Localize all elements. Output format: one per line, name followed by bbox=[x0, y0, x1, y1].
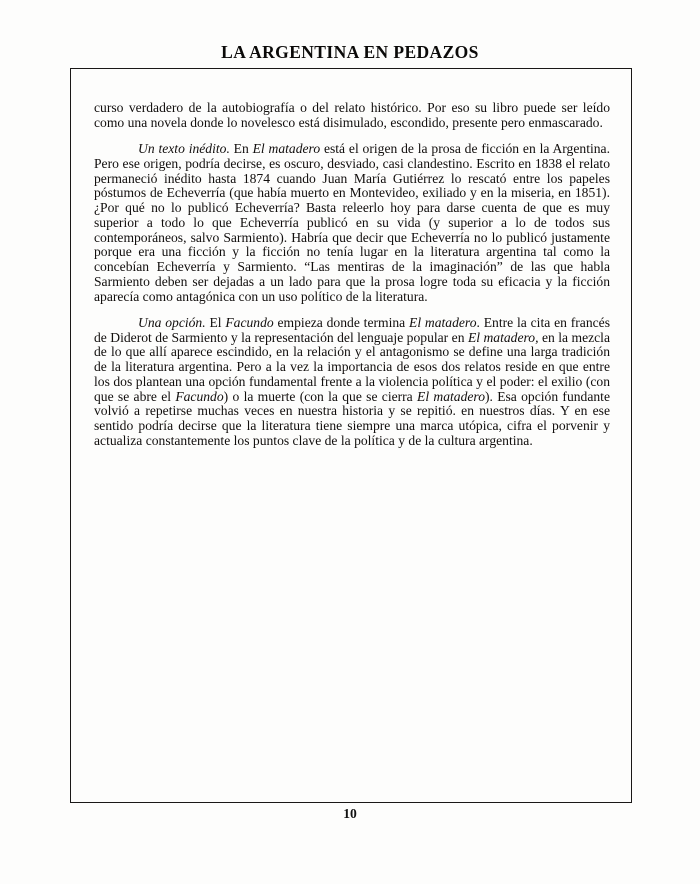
italic-title-run: El matadero bbox=[252, 141, 321, 156]
text-run: curso verdadero de la autobiografía o del relato histórico. Por eso su libro puede ser leído como una novela donde lo novelesco está disimulado, escondido, presente pero enmascarado. bbox=[94, 100, 610, 130]
text-run: en la mezcla de lo que allí aparece escindido, en la relación y el antagonismo se define una larga tradición de la literatura argentina. Pero a la vez la importancia de esos dos relatos reside en que entre los dos plantean una opción fundamental frente a la violencia política y el poder: el exilio (con que se abre el bbox=[94, 329, 610, 404]
italic-title-run: Un texto inédito. bbox=[138, 141, 230, 156]
par-una-opcion bbox=[94, 316, 610, 449]
italic-title-run: Facundo bbox=[175, 388, 224, 404]
italic-title-run: Facundo bbox=[225, 314, 274, 330]
page-number: 10 bbox=[343, 806, 357, 821]
text-run: El bbox=[205, 314, 226, 330]
text-run: En bbox=[229, 141, 253, 156]
text-run: ) o la muerte (con la que se cierra bbox=[223, 388, 418, 404]
body-text-column bbox=[94, 101, 610, 449]
text-run: está el origen de la prosa de ficción en la Argentina. Pero ese origen, podría decirse, es oscuro, desviado, casi clandestino. Escrito en 1838 el relato permaneció inédito hasta 1874 cuando Juan María Gutiérrez lo rescató entre los papeles póstumos de Echeverría (que había muerto en Montevideo, exiliado y en la miseria, en 1851). ¿Por qué no lo publicó Echeverría? Basta releerlo hoy para darse cuenta de que es muy superior a todo lo que Echeverría publicó en su vida (y superior a lo de todos sus contemporáneos, salvo Sarmiento). Habría que decir que Echeverría no lo publicó justamente porque era una ficción y la ficción no tenía lugar en la literatura argentina tal como la concebían Echeverría y Sarmiento. “Las mentiras de la imaginación” de las que habla Sarmiento deben ser dejadas a un lado para que la prosa logre toda su eficacia y la ficción aparecía como antagónica con un uso político de la literatura. bbox=[94, 141, 610, 304]
text-run: empieza donde termina bbox=[273, 314, 410, 330]
par-un-texto-inedito bbox=[94, 142, 610, 304]
italic-title-run: Una opción. bbox=[138, 314, 206, 330]
running-head: LA ARGENTINA EN PEDAZOS bbox=[221, 42, 479, 62]
italic-title-run: El matadero bbox=[409, 314, 477, 330]
par-continuation bbox=[94, 101, 610, 131]
text-run: ). Esa opción fundante volvió a repetirse muchas veces en nuestra historia y se repitió. en nuestros días. Y en ese sentido podría decirse que la literatura tiene siempre una marca utópica, cifra el porvenir y actualiza constantemente los puntos clave de la política y de la cultura argentina. bbox=[94, 388, 610, 448]
text-run: . Entre la cita en francés de Diderot de Sarmiento y la representación del lenguaje popular en bbox=[94, 314, 610, 345]
italic-title-run: El matadero, bbox=[467, 329, 539, 345]
italic-title-run: El matadero bbox=[417, 388, 485, 404]
